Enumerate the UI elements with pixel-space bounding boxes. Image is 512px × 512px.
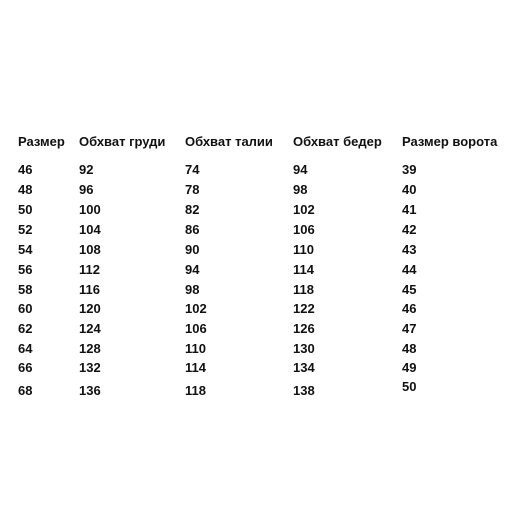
column-header-chest: Обхват груди [79, 134, 166, 149]
table-cell: 104 [79, 222, 101, 237]
table-cell: 46 [18, 162, 33, 177]
table-cell: 45 [402, 282, 417, 297]
table-cell: 134 [293, 360, 315, 375]
table-cell: 130 [293, 341, 315, 356]
table-cell: 50 [18, 202, 33, 217]
column-header-hips: Обхват бедер [293, 134, 382, 149]
table-cell: 94 [185, 262, 200, 277]
table-cell: 92 [79, 162, 94, 177]
table-cell: 126 [293, 321, 315, 336]
table-cell: 46 [402, 301, 417, 316]
table-cell: 106 [293, 222, 315, 237]
table-cell: 136 [79, 383, 101, 398]
table-cell: 56 [18, 262, 33, 277]
table-cell: 96 [79, 182, 94, 197]
table-cell: 102 [185, 301, 207, 316]
table-cell: 122 [293, 301, 315, 316]
table-cell: 132 [79, 360, 101, 375]
table-cell: 44 [402, 262, 417, 277]
table-cell: 78 [185, 182, 200, 197]
table-cell: 120 [79, 301, 101, 316]
table-cell: 98 [185, 282, 200, 297]
table-cell: 43 [402, 242, 417, 257]
table-cell: 138 [293, 383, 315, 398]
column-header-collar: Размер ворота [402, 134, 498, 149]
table-cell: 66 [18, 360, 33, 375]
table-cell: 82 [185, 202, 200, 217]
table-cell: 64 [18, 341, 33, 356]
table-cell: 110 [293, 242, 314, 257]
table-cell: 98 [293, 182, 308, 197]
table-cell: 118 [293, 282, 314, 297]
table-cell: 108 [79, 242, 101, 257]
table-cell: 54 [18, 242, 33, 257]
table-cell: 50 [402, 379, 417, 394]
table-cell: 40 [402, 182, 417, 197]
table-cell: 112 [79, 262, 100, 277]
column-header-size: Размер [18, 134, 65, 149]
table-cell: 94 [293, 162, 308, 177]
table-cell: 100 [79, 202, 101, 217]
table-cell: 128 [79, 341, 101, 356]
table-cell: 86 [185, 222, 200, 237]
table-cell: 124 [79, 321, 101, 336]
table-cell: 39 [402, 162, 417, 177]
table-cell: 106 [185, 321, 207, 336]
table-cell: 114 [185, 360, 206, 375]
table-cell: 110 [185, 341, 206, 356]
column-header-waist: Обхват талии [185, 134, 273, 149]
table-cell: 48 [402, 341, 417, 356]
table-cell: 118 [185, 383, 206, 398]
table-cell: 116 [79, 282, 100, 297]
table-cell: 49 [402, 360, 417, 375]
table-cell: 90 [185, 242, 200, 257]
table-cell: 102 [293, 202, 315, 217]
table-cell: 68 [18, 383, 33, 398]
table-cell: 41 [402, 202, 417, 217]
table-cell: 114 [293, 262, 314, 277]
table-cell: 47 [402, 321, 417, 336]
table-cell: 42 [402, 222, 417, 237]
table-cell: 74 [185, 162, 200, 177]
table-cell: 62 [18, 321, 33, 336]
table-cell: 48 [18, 182, 33, 197]
table-cell: 52 [18, 222, 33, 237]
table-cell: 58 [18, 282, 33, 297]
table-cell: 60 [18, 301, 33, 316]
